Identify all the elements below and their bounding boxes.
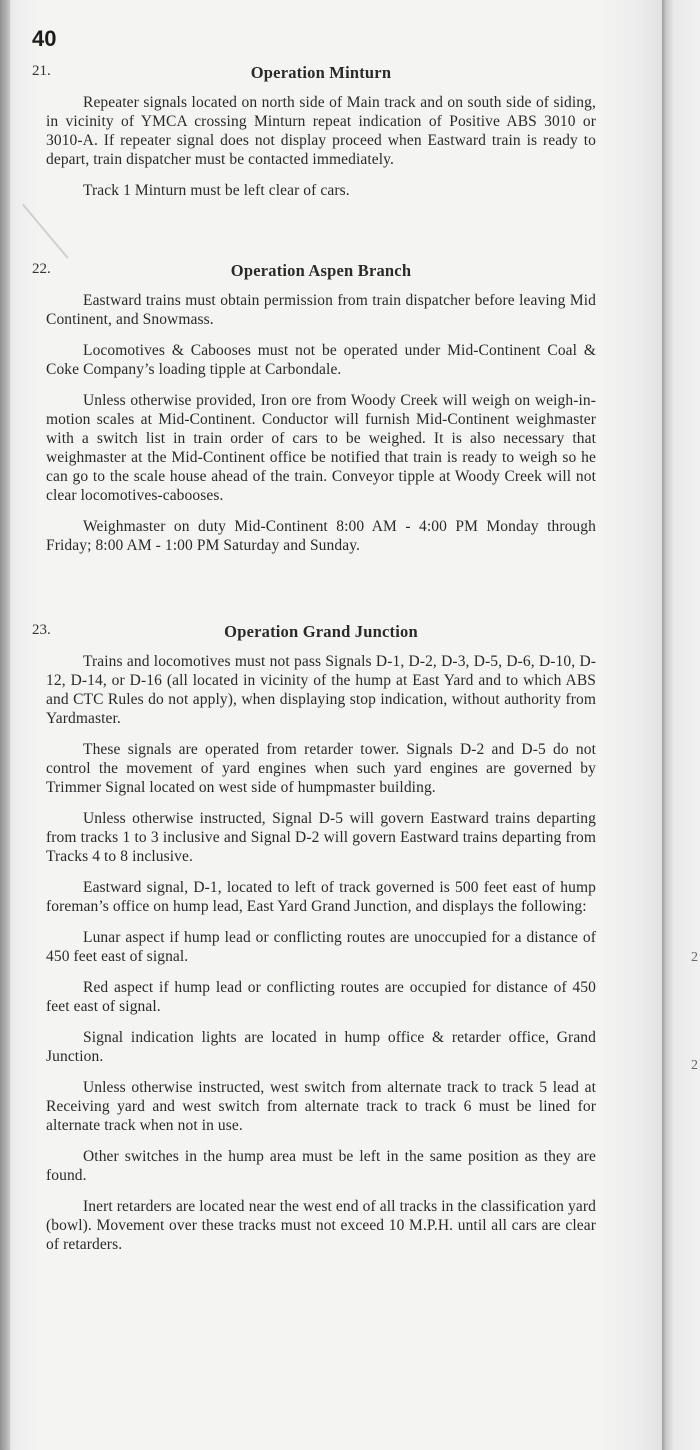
page-spine-shadow bbox=[0, 0, 10, 1450]
paragraph: Weighmaster on duty Mid-Continent 8:00 AM - 4:00 PM Monday through Friday; 8:00 AM - 1:00 PM Saturday and Sunday. bbox=[46, 518, 596, 554]
paragraph: Eastward signal, D-1, located to left of track governed is 500 feet east of hump foreman’s office on hump lead, East Yard Grand Junction, and displays the following: bbox=[46, 879, 596, 915]
section-23 bbox=[32, 622, 596, 1266]
section-title: Operation Aspen Branch bbox=[230, 261, 412, 280]
edge-mark: 2 bbox=[691, 1058, 698, 1073]
section-number: 21. bbox=[32, 63, 51, 79]
section-22 bbox=[32, 261, 596, 567]
paragraph: Lunar aspect if hump lead or conflicting routes are unoccupied for a distance of 450 feet east of signal. bbox=[46, 929, 596, 965]
paragraph: Repeater signals located on north side of Main track and on south side of siding, in vicinity of YMCA crossing Minturn repeat indication of Positive ABS 3010 or 3010-A. If repeater signal does not display proceed when Eastward train is ready to depart, train dispatcher must be contacted immediately. bbox=[46, 94, 596, 168]
paragraph: Unless otherwise instructed, west switch from alternate track to track 5 lead at Receiving yard and west switch from alternate track to track 6 must be lined for alternate track when not in use. bbox=[46, 1079, 596, 1134]
edge-mark: 2 bbox=[691, 950, 698, 965]
section-title: Operation Minturn bbox=[250, 63, 392, 82]
paragraph: Unless otherwise provided, Iron ore from Woody Creek will weigh on weigh-in-motion scales at Mid-Continent. Conductor will furnish Mid-Continent weighmaster with a switch list in train order of cars to be weighed. It is also necessary that weighmaster at the Mid-Continent office be notified that train is ready to weigh so he can go to the scale house ahead of the train. Conveyor tipple at Woody Creek will not clear locomotives-cabooses. bbox=[46, 392, 596, 504]
paragraph: Inert retarders are located near the west end of all tracks in the classification yard (bowl). Movement over these tracks must not exceed 10 M.P.H. until all cars are clear of retarders. bbox=[46, 1198, 596, 1253]
paragraph: Eastward trains must obtain permission from train dispatcher before leaving Mid Continent, and Snowmass. bbox=[46, 292, 596, 328]
paragraph: Trains and locomotives must not pass Signals D-1, D-2, D-3, D-5, D-6, D-10, D-12, D-14, or D-16 (all located in vicinity of the hump at East Yard and to which ABS and CTC Rules do not apply), when displaying stop indication, without authority from Yardmaster. bbox=[46, 653, 596, 727]
section-number: 22. bbox=[32, 261, 51, 277]
paragraph: These signals are operated from retarder tower. Signals D-2 and D-5 do not control the movement of yard engines when such yard engines are governed by Trimmer Signal located on west side of humpmaster building. bbox=[46, 741, 596, 796]
section-title: Operation Grand Junction bbox=[224, 622, 418, 641]
next-page-edge bbox=[662, 0, 700, 1450]
section-21 bbox=[32, 63, 596, 212]
section-number: 23. bbox=[32, 622, 51, 638]
paragraph: Locomotives & Cabooses must not be operated under Mid-Continent Coal & Coke Company’s loading tipple at Carbondale. bbox=[46, 342, 596, 378]
page-number: 40 bbox=[32, 26, 57, 51]
paragraph: Other switches in the hump area must be left in the same position as they are found. bbox=[46, 1148, 596, 1184]
paragraph: Signal indication lights are located in hump office & retarder office, Grand Junction. bbox=[46, 1029, 596, 1065]
paragraph: Track 1 Minturn must be left clear of cars. bbox=[83, 182, 350, 199]
paragraph: Red aspect if hump lead or conflicting routes are occupied for distance of 450 feet east of signal. bbox=[46, 979, 596, 1015]
paragraph: Unless otherwise instructed, Signal D-5 will govern Eastward trains departing from tracks 1 to 3 inclusive and Signal D-2 will govern Eastward trains departing from Tracks 4 to 8 inclusive. bbox=[46, 810, 596, 865]
